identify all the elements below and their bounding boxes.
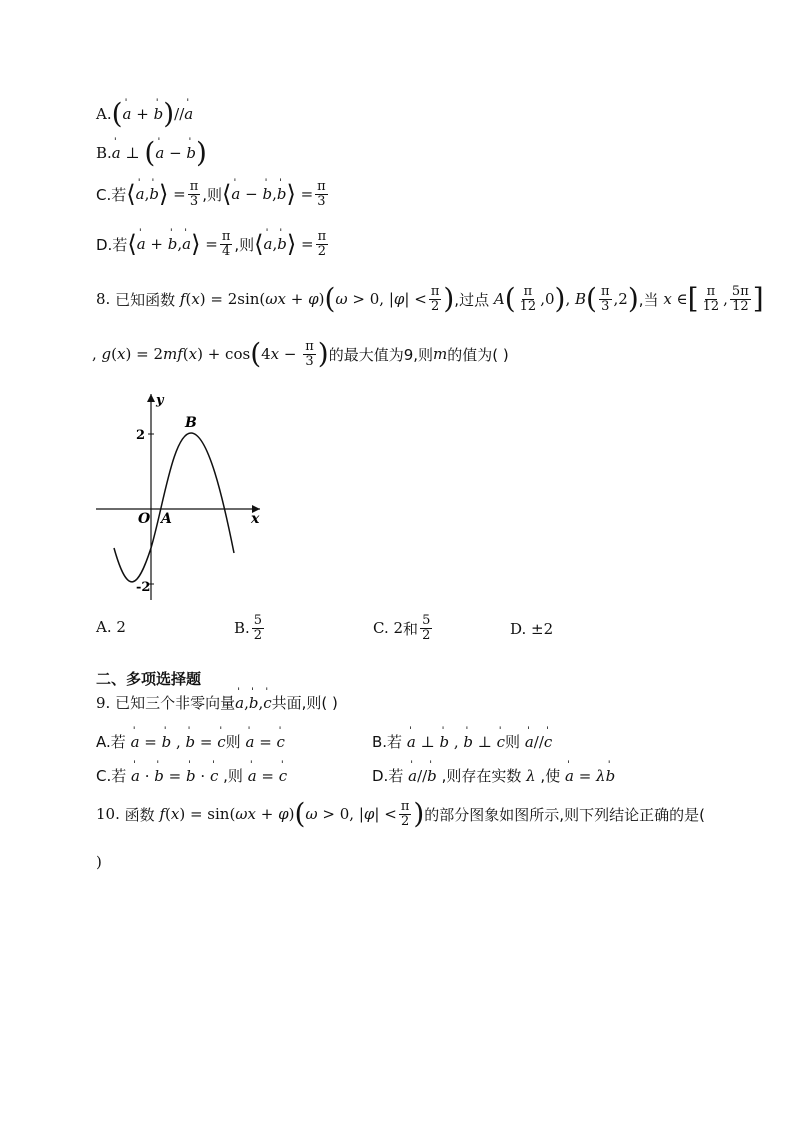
q7-option-b: B. ˈ a ⊥ ( ˈ a − ˈ b ) (96, 139, 207, 167)
y-axis-label: y (156, 393, 164, 408)
q8-option-b: B. $\frac{5}{2}$ (234, 613, 263, 643)
q8-stem-line2: , g ( x ) = 2 mf ( x ) + cos ( 4 x − $\frac{\pi}{3}$ ) 的最大值为9,则 m 的值为( ) (92, 337, 509, 371)
tick-label-neg2: -2 (136, 580, 151, 595)
q8-option-d: D. ±2 (510, 620, 554, 638)
point-a-label: A (161, 511, 172, 527)
x-axis-label: x (251, 511, 260, 527)
q7-option-a: A. ( ˈ a + ˈ b ) // ˈ a (96, 100, 193, 128)
q7-option-d: D.若 ⟨ ˈ a + ˈ b , ˈ a ⟩ = $\frac{\pi}{4}$ ,则 ⟨ ˈ a , ˈ b ⟩ = $\frac{\pi}{2}$ (96, 230, 330, 258)
tick-label-2: 2 (136, 428, 146, 443)
q8-option-c: C. 2 和 $\frac{5}{2}$ (373, 613, 431, 643)
section-title: 二、多项选择题 (96, 670, 202, 688)
q9-option-c: C.若 ˈ a · ˈ b = ˈ b · ˈ c ,则 ˈ a = ˈ c (96, 765, 287, 786)
q8-stem-line1: 8. 已知函数 f ( x ) = 2sin( ωx + φ ) ( ω > 0, | φ | < $\frac{\pi}{2}$ ) ,过点 A ( $\frac{\pi}{12}$ ,0 ) , B ( $\frac{\pi}{3}$ ,2 ) ,当 x ∈ [ $\frac{\pi}{12}$ , $\frac{5\pi}{12}$ ] (96, 282, 764, 316)
y-axis-arrow (147, 394, 155, 402)
origin-label: O (138, 511, 151, 527)
q10-stem: 10. 函数 f ( x ) = sin( ωx + φ ) ( ω > 0, | φ | < $\frac{\pi}{2}$ ) 的部分图象如图所示,则下列结论正确的是( (96, 797, 705, 831)
q9-option-b: B.若 ˈ a ⊥ ˈ b , ˈ b ⊥ ˈ c 则 ˈ a // ˈ c (372, 731, 552, 752)
sine-curve (114, 433, 234, 582)
q7-option-c: C.若 ⟨ ˈ a , ˈ b ⟩ = $\frac{\pi}{3}$ ,则 ⟨ ˈ a − ˈ b , ˈ b ⟩ = $\frac{\pi}{3}$ (96, 180, 330, 208)
q9-stem: 9. 已知三个非零向量 ˈ a , ˈ b , ˈ c 共面,则( ) (96, 692, 338, 713)
q8-option-a: A. 2 (96, 618, 126, 636)
q8-graph (88, 388, 268, 608)
point-b-label: B (185, 415, 197, 431)
q9-option-a: A.若 ˈ a = ˈ b , ˈ b = ˈ c 则 ˈ a = ˈ c (96, 731, 285, 752)
q9-option-d: D.若 ˈ a // ˈ b ,则存在实数 λ ,使 ˈ a = λ ˈ b (372, 765, 615, 786)
q10-close: ) (96, 853, 102, 871)
